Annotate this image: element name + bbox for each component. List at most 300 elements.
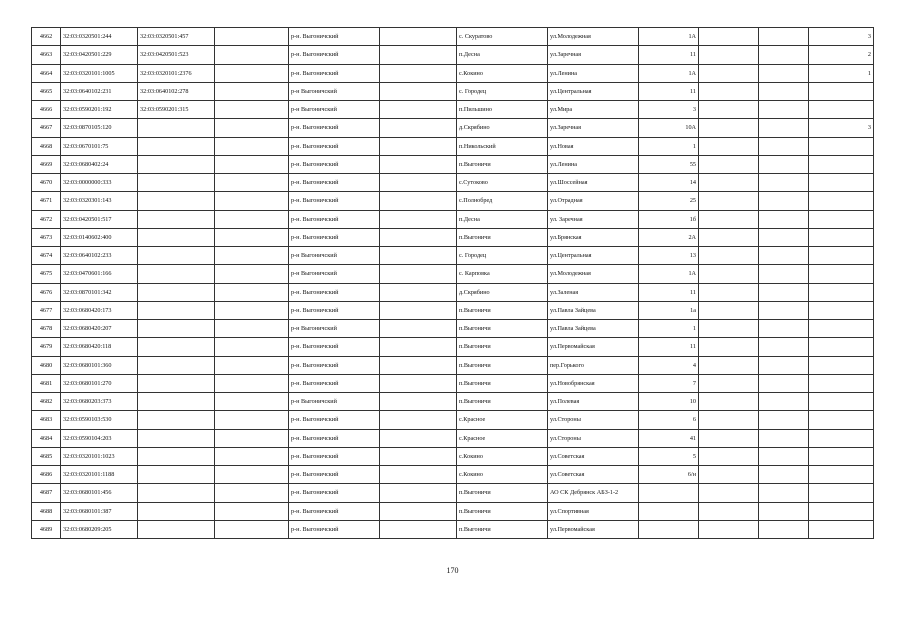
cadastral-number-cell: 32:03:0870105:120 <box>61 119 138 137</box>
empty-cell <box>380 174 457 192</box>
previous-cadastral-number-cell <box>138 155 215 173</box>
street-cell: ул.Советская <box>548 466 639 484</box>
empty-cell <box>759 466 809 484</box>
empty-cell <box>699 101 759 119</box>
row-number-cell: 4671 <box>32 192 61 210</box>
street-cell: ул. Заречная <box>548 210 639 228</box>
empty-cell <box>215 520 289 538</box>
table-row <box>32 82 874 100</box>
previous-cadastral-number-cell <box>138 320 215 338</box>
count-cell <box>809 466 874 484</box>
table-row <box>32 502 874 520</box>
settlement-cell: п.Никольский <box>457 137 548 155</box>
count-cell <box>809 520 874 538</box>
settlement-cell: п.Выгоничи <box>457 502 548 520</box>
house-number-cell: 5 <box>639 447 699 465</box>
street-cell: ул.Первомайская <box>548 520 639 538</box>
empty-cell <box>215 429 289 447</box>
empty-cell <box>759 447 809 465</box>
settlement-cell: п.Десна <box>457 46 548 64</box>
street-cell: ул.Брянская <box>548 228 639 246</box>
settlement-cell: п.Выгоничи <box>457 484 548 502</box>
house-number-cell: 10А <box>639 119 699 137</box>
empty-cell <box>215 28 289 46</box>
house-number-cell: 10 <box>639 393 699 411</box>
table-row <box>32 447 874 465</box>
district-cell: р-н Выгоничский <box>289 320 380 338</box>
count-cell <box>809 174 874 192</box>
settlement-cell: п.Выгоничи <box>457 301 548 319</box>
settlement-cell: с.Сутоково <box>457 174 548 192</box>
empty-cell <box>699 411 759 429</box>
house-number-cell: 11 <box>639 338 699 356</box>
count-cell <box>809 502 874 520</box>
empty-cell <box>380 374 457 392</box>
row-number-cell: 4675 <box>32 265 61 283</box>
settlement-cell: п.Выгоничи <box>457 374 548 392</box>
count-cell: 3 <box>809 119 874 137</box>
empty-cell <box>215 228 289 246</box>
empty-cell <box>699 484 759 502</box>
street-cell: ул.Мира <box>548 101 639 119</box>
row-number-cell: 4676 <box>32 283 61 301</box>
count-cell <box>809 484 874 502</box>
row-number-cell: 4674 <box>32 247 61 265</box>
district-cell: р-н. Выгоничский <box>289 374 380 392</box>
house-number-cell: 13 <box>639 247 699 265</box>
empty-cell <box>215 192 289 210</box>
empty-cell <box>759 155 809 173</box>
count-cell <box>809 447 874 465</box>
street-cell: ул.Павла Зайцева <box>548 320 639 338</box>
empty-cell <box>699 119 759 137</box>
cadastral-number-cell: 32:03:0640102:231 <box>61 82 138 100</box>
empty-cell <box>699 356 759 374</box>
table-row <box>32 46 874 64</box>
house-number-cell: 1а <box>639 301 699 319</box>
table-row <box>32 320 874 338</box>
street-cell: ул.Молодежная <box>548 28 639 46</box>
street-cell: ул.Заленая <box>548 283 639 301</box>
district-cell: р-н Выгоничский <box>289 82 380 100</box>
count-cell <box>809 82 874 100</box>
row-number-cell: 4666 <box>32 101 61 119</box>
street-cell: ул.Стороны <box>548 411 639 429</box>
district-cell: р-н Выгоничский <box>289 247 380 265</box>
count-cell <box>809 101 874 119</box>
house-number-cell: 2А <box>639 228 699 246</box>
table-row <box>32 28 874 46</box>
previous-cadastral-number-cell: 32:03:0320501:457 <box>138 28 215 46</box>
empty-cell <box>759 82 809 100</box>
house-number-cell: 1 <box>639 320 699 338</box>
street-cell: ул.Молодежная <box>548 265 639 283</box>
previous-cadastral-number-cell <box>138 484 215 502</box>
cadastral-number-cell: 32:03:0000000:333 <box>61 174 138 192</box>
table-row <box>32 466 874 484</box>
settlement-cell: п.Выгоничи <box>457 338 548 356</box>
cadastral-number-cell: 32:03:0680209:205 <box>61 520 138 538</box>
street-cell: ул.Первомайская <box>548 338 639 356</box>
empty-cell <box>215 301 289 319</box>
cadastral-number-cell: 32:03:0320101:1023 <box>61 447 138 465</box>
district-cell: р-н. Выгоничский <box>289 484 380 502</box>
cadastral-number-cell: 32:03:0680101:360 <box>61 356 138 374</box>
empty-cell <box>380 356 457 374</box>
street-cell: ул.Ленина <box>548 64 639 82</box>
empty-cell <box>759 320 809 338</box>
empty-cell <box>380 484 457 502</box>
empty-cell <box>759 484 809 502</box>
settlement-cell: с.Красное <box>457 411 548 429</box>
cadastral-number-cell: 32:03:0140602:400 <box>61 228 138 246</box>
empty-cell <box>699 28 759 46</box>
row-number-cell: 4672 <box>32 210 61 228</box>
table-row <box>32 64 874 82</box>
street-cell: ул.Шоссейная <box>548 174 639 192</box>
row-number-cell: 4667 <box>32 119 61 137</box>
count-cell: 2 <box>809 46 874 64</box>
empty-cell <box>380 64 457 82</box>
cadastral-number-cell: 32:03:0590201:192 <box>61 101 138 119</box>
previous-cadastral-number-cell: 32:03:0420501:523 <box>138 46 215 64</box>
district-cell: р-н. Выгоничский <box>289 137 380 155</box>
district-cell: р-н. Выгоничский <box>289 155 380 173</box>
cadastral-number-cell: 32:03:0320101:1188 <box>61 466 138 484</box>
cadastral-number-cell: 32:03:0680402:24 <box>61 155 138 173</box>
empty-cell <box>380 301 457 319</box>
row-number-cell: 4677 <box>32 301 61 319</box>
district-cell: р-н. Выгоничский <box>289 429 380 447</box>
row-number-cell: 4670 <box>32 174 61 192</box>
settlement-cell: д.Скрябино <box>457 283 548 301</box>
table-row <box>32 301 874 319</box>
count-cell: 1 <box>809 64 874 82</box>
count-cell <box>809 338 874 356</box>
empty-cell <box>759 119 809 137</box>
empty-cell <box>699 192 759 210</box>
count-cell <box>809 283 874 301</box>
house-number-cell: 7 <box>639 374 699 392</box>
empty-cell <box>699 228 759 246</box>
house-number-cell: 3 <box>639 101 699 119</box>
row-number-cell: 4683 <box>32 411 61 429</box>
table-row <box>32 247 874 265</box>
cadastral-number-cell: 32:03:0420501:517 <box>61 210 138 228</box>
previous-cadastral-number-cell <box>138 137 215 155</box>
street-cell: пер.Горького <box>548 356 639 374</box>
table-row <box>32 338 874 356</box>
cadastral-number-cell: 32:03:0680101:387 <box>61 502 138 520</box>
table-row <box>32 484 874 502</box>
empty-cell <box>759 192 809 210</box>
district-cell: р-н. Выгоничский <box>289 283 380 301</box>
empty-cell <box>215 119 289 137</box>
house-number-cell: 6/н <box>639 466 699 484</box>
empty-cell <box>215 82 289 100</box>
previous-cadastral-number-cell <box>138 265 215 283</box>
cadastral-number-cell: 32:03:0590104:203 <box>61 429 138 447</box>
empty-cell <box>699 46 759 64</box>
house-number-cell: 25 <box>639 192 699 210</box>
cadastral-number-cell: 32:03:0320501:244 <box>61 28 138 46</box>
empty-cell <box>380 320 457 338</box>
district-cell: р-н. Выгоничский <box>289 411 380 429</box>
empty-cell <box>380 210 457 228</box>
empty-cell <box>215 502 289 520</box>
empty-cell <box>699 82 759 100</box>
previous-cadastral-number-cell <box>138 447 215 465</box>
empty-cell <box>380 265 457 283</box>
row-number-cell: 4684 <box>32 429 61 447</box>
settlement-cell: с.Красное <box>457 429 548 447</box>
empty-cell <box>215 484 289 502</box>
empty-cell <box>215 64 289 82</box>
count-cell <box>809 210 874 228</box>
table-row <box>32 393 874 411</box>
district-cell: р-н. Выгоничский <box>289 192 380 210</box>
settlement-cell: д.Скрябино <box>457 119 548 137</box>
empty-cell <box>699 283 759 301</box>
count-cell <box>809 356 874 374</box>
count-cell: 3 <box>809 28 874 46</box>
house-number-cell <box>639 520 699 538</box>
row-number-cell: 4681 <box>32 374 61 392</box>
empty-cell <box>699 137 759 155</box>
table-row <box>32 192 874 210</box>
street-cell: ул.Новобрянская <box>548 374 639 392</box>
empty-cell <box>380 28 457 46</box>
settlement-cell: п.Выгоничи <box>457 228 548 246</box>
empty-cell <box>215 210 289 228</box>
page-number: 170 <box>446 566 459 575</box>
district-cell: р-н. Выгоничский <box>289 64 380 82</box>
house-number-cell: 1б <box>639 210 699 228</box>
house-number-cell: 1А <box>639 28 699 46</box>
empty-cell <box>759 520 809 538</box>
empty-cell <box>759 393 809 411</box>
empty-cell <box>215 356 289 374</box>
empty-cell <box>380 502 457 520</box>
empty-cell <box>759 28 809 46</box>
empty-cell <box>215 320 289 338</box>
count-cell <box>809 411 874 429</box>
previous-cadastral-number-cell <box>138 192 215 210</box>
settlement-cell: с.Кокино <box>457 64 548 82</box>
empty-cell <box>215 137 289 155</box>
table-row <box>32 155 874 173</box>
settlement-cell: п.Выгоничи <box>457 393 548 411</box>
empty-cell <box>759 228 809 246</box>
house-number-cell <box>639 502 699 520</box>
empty-cell <box>215 283 289 301</box>
empty-cell <box>699 466 759 484</box>
empty-cell <box>380 247 457 265</box>
street-cell: ул.Центральная <box>548 82 639 100</box>
row-number-cell: 4665 <box>32 82 61 100</box>
count-cell <box>809 301 874 319</box>
count-cell <box>809 192 874 210</box>
cadastral-number-cell: 32:03:0680420:118 <box>61 338 138 356</box>
previous-cadastral-number-cell <box>138 374 215 392</box>
table-row <box>32 411 874 429</box>
empty-cell <box>699 174 759 192</box>
previous-cadastral-number-cell: 32:03:0590201:315 <box>138 101 215 119</box>
street-cell: ул.Павла Зайцева <box>548 301 639 319</box>
table-row <box>32 265 874 283</box>
table-row <box>32 283 874 301</box>
empty-cell <box>380 447 457 465</box>
previous-cadastral-number-cell <box>138 411 215 429</box>
empty-cell <box>759 411 809 429</box>
district-cell: р-н. Выгоничский <box>289 447 380 465</box>
street-cell: ул.Центральная <box>548 247 639 265</box>
empty-cell <box>380 283 457 301</box>
count-cell <box>809 320 874 338</box>
empty-cell <box>699 447 759 465</box>
district-cell: р-н. Выгоничский <box>289 520 380 538</box>
empty-cell <box>699 429 759 447</box>
cadastral-number-cell: 32:03:0320101:1005 <box>61 64 138 82</box>
district-cell: р-н Выгоничский <box>289 265 380 283</box>
empty-cell <box>215 338 289 356</box>
district-cell: р-н Выгоничский <box>289 393 380 411</box>
row-number-cell: 4680 <box>32 356 61 374</box>
cadastral-number-cell: 32:03:0680420:207 <box>61 320 138 338</box>
cadastral-number-cell: 32:03:0680203:373 <box>61 393 138 411</box>
row-number-cell: 4664 <box>32 64 61 82</box>
cadastral-number-cell: 32:03:0590103:530 <box>61 411 138 429</box>
empty-cell <box>699 393 759 411</box>
empty-cell <box>699 374 759 392</box>
previous-cadastral-number-cell <box>138 502 215 520</box>
empty-cell <box>215 393 289 411</box>
row-number-cell: 4669 <box>32 155 61 173</box>
settlement-cell: с. Городец <box>457 82 548 100</box>
empty-cell <box>699 265 759 283</box>
settlement-cell: п.Выгоничи <box>457 356 548 374</box>
table-row <box>32 429 874 447</box>
street-cell: ул.Отрадная <box>548 192 639 210</box>
house-number-cell: 41 <box>639 429 699 447</box>
district-cell: р-н. Выгоничский <box>289 46 380 64</box>
empty-cell <box>699 301 759 319</box>
settlement-cell: с. Городец <box>457 247 548 265</box>
empty-cell <box>380 192 457 210</box>
empty-cell <box>699 338 759 356</box>
empty-cell <box>380 411 457 429</box>
table-row <box>32 374 874 392</box>
empty-cell <box>380 520 457 538</box>
count-cell <box>809 137 874 155</box>
row-number-cell: 4679 <box>32 338 61 356</box>
empty-cell <box>215 46 289 64</box>
district-cell: р-н Выгоничский <box>289 101 380 119</box>
empty-cell <box>759 210 809 228</box>
previous-cadastral-number-cell <box>138 119 215 137</box>
table-row <box>32 228 874 246</box>
house-number-cell: 11 <box>639 283 699 301</box>
empty-cell <box>380 82 457 100</box>
empty-cell <box>699 520 759 538</box>
previous-cadastral-number-cell <box>138 429 215 447</box>
district-cell: р-н. Выгоничский <box>289 174 380 192</box>
house-number-cell: 1А <box>639 64 699 82</box>
count-cell <box>809 228 874 246</box>
house-number-cell: 11 <box>639 82 699 100</box>
district-cell: р-н. Выгоничский <box>289 502 380 520</box>
settlement-cell: п.Выгоничи <box>457 155 548 173</box>
empty-cell <box>380 228 457 246</box>
cadastral-number-cell: 32:03:0670101:75 <box>61 137 138 155</box>
row-number-cell: 4687 <box>32 484 61 502</box>
street-cell: ул.Заречная <box>548 46 639 64</box>
house-number-cell: 4 <box>639 356 699 374</box>
empty-cell <box>759 101 809 119</box>
district-cell: р-н. Выгоничский <box>289 301 380 319</box>
empty-cell <box>759 356 809 374</box>
house-number-cell: 11 <box>639 46 699 64</box>
district-cell: р-н. Выгоничский <box>289 466 380 484</box>
previous-cadastral-number-cell <box>138 228 215 246</box>
settlement-cell: с.Кокино <box>457 447 548 465</box>
settlement-cell: п.Выгоничи <box>457 320 548 338</box>
empty-cell <box>699 64 759 82</box>
district-cell: р-н. Выгоничский <box>289 338 380 356</box>
cadastral-number-cell: 32:03:0680420:173 <box>61 301 138 319</box>
empty-cell <box>759 174 809 192</box>
street-cell: ул.Полевая <box>548 393 639 411</box>
house-number-cell: 1 <box>639 137 699 155</box>
empty-cell <box>215 247 289 265</box>
empty-cell <box>215 411 289 429</box>
cadastral-number-cell: 32:03:0680101:456 <box>61 484 138 502</box>
settlement-cell: с. Скуратово <box>457 28 548 46</box>
empty-cell <box>380 101 457 119</box>
cadastral-number-cell: 32:03:0640102:233 <box>61 247 138 265</box>
empty-cell <box>759 374 809 392</box>
count-cell <box>809 393 874 411</box>
empty-cell <box>699 320 759 338</box>
empty-cell <box>759 64 809 82</box>
table-row <box>32 101 874 119</box>
row-number-cell: 4663 <box>32 46 61 64</box>
street-cell: АО СК Дебрянск АБЗ-1-2 <box>548 484 639 502</box>
empty-cell <box>215 155 289 173</box>
row-number-cell: 4688 <box>32 502 61 520</box>
count-cell <box>809 247 874 265</box>
house-number-cell: 1А <box>639 265 699 283</box>
cadastral-number-cell: 32:03:0680101:270 <box>61 374 138 392</box>
table-row <box>32 356 874 374</box>
table-row <box>32 520 874 538</box>
settlement-cell: с.Полнобред <box>457 192 548 210</box>
house-number-cell: 14 <box>639 174 699 192</box>
empty-cell <box>380 338 457 356</box>
empty-cell <box>699 155 759 173</box>
empty-cell <box>380 46 457 64</box>
previous-cadastral-number-cell <box>138 247 215 265</box>
cadastral-number-cell: 32:03:0470601:166 <box>61 265 138 283</box>
cadastral-number-cell: 32:03:0320301:143 <box>61 192 138 210</box>
previous-cadastral-number-cell <box>138 356 215 374</box>
empty-cell <box>380 137 457 155</box>
property-register-table <box>31 27 874 539</box>
empty-cell <box>759 429 809 447</box>
empty-cell <box>699 210 759 228</box>
street-cell: ул.Стороны <box>548 429 639 447</box>
empty-cell <box>759 46 809 64</box>
